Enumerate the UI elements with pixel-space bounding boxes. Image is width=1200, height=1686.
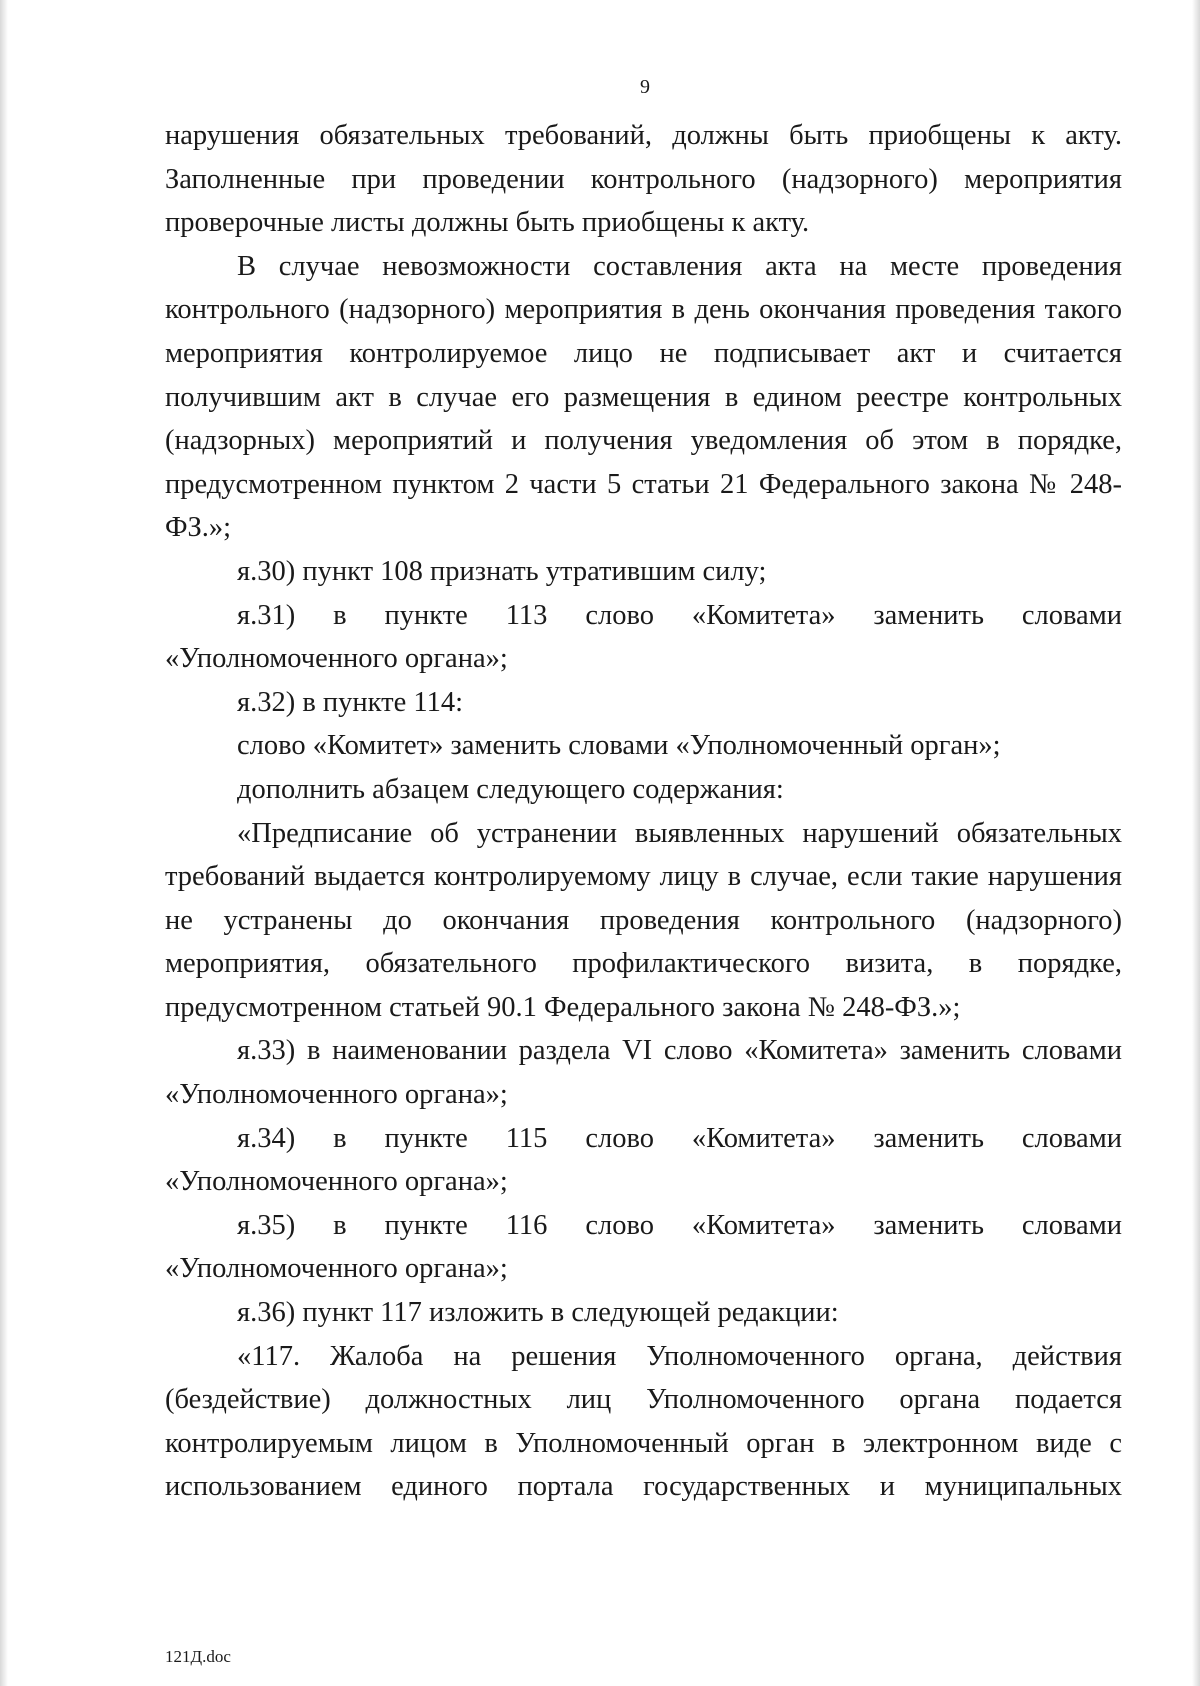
footer-filename: 121Д.doc [165,1647,231,1666]
paragraph: я.33) в наименовании раздела VI слово «Комитета» заменить словами «Уполномоченного органа»; [165,1035,1122,1111]
scan-edge-right [1192,0,1200,1686]
paragraph: я.30) пункт 108 признать утратившим силу; [237,555,767,587]
paragraph: «117. Жалоба на решения Уполномоченного органа, действия (бездействие) должностных лиц Уполномоченного органа подается контролируемым лицом в Уполномоченный орган в электронном виде с использованием единого портала государственных и муниципальных [165,1340,1122,1503]
paragraph: слово «Комитет» заменить словами «Уполномоченный орган»; [237,730,1001,762]
scan-edge-left [0,0,8,1686]
paragraph: «Предписание об устранении выявленных нарушений обязательных требований выдается контролируемому лицу в случае, если такие нарушения не устранены до окончания проведения контрольного (надзорного) мероприятия, обязательного профилактического визита, в порядке, предусмотренном статьей 90.1 Федерального закона № 248-ФЗ.»; [165,817,1122,1023]
document-body [165,114,1122,1509]
paragraph: я.36) пункт 117 изложить в следующей редакции: [237,1297,839,1329]
paragraph: я.35) в пункте 116 слово «Комитета» заменить словами «Уполномоченного органа»; [165,1209,1122,1285]
paragraph: я.34) в пункте 115 слово «Комитета» заменить словами «Уполномоченного органа»; [165,1122,1122,1198]
paragraph: нарушения обязательных требований, должны быть приобщены к акту. Заполненные при проведении контрольного (надзорного) мероприятия проверочные листы должны быть приобщены к акту. [165,120,1122,239]
page-number: 9 [640,76,650,98]
paragraph: В случае невозможности составления акта на месте проведения контрольного (надзорного) мероприятия в день окончания проведения такого мероприятия контролируемое лицо не подписывает акт и считается получившим акт в случае его размещения в едином реестре контрольных (надзорных) мероприятий и получения уведомления об этом в порядке, предусмотренном пунктом 2 части 5 статьи 21 Федерального закона № 248-ФЗ.»; [165,250,1122,544]
paragraph: я.31) в пункте 113 слово «Комитета» заменить словами «Уполномоченного органа»; [165,599,1122,675]
paragraph: я.32) в пункте 114: [237,686,463,718]
paragraph: дополнить абзацем следующего содержания: [237,773,784,805]
